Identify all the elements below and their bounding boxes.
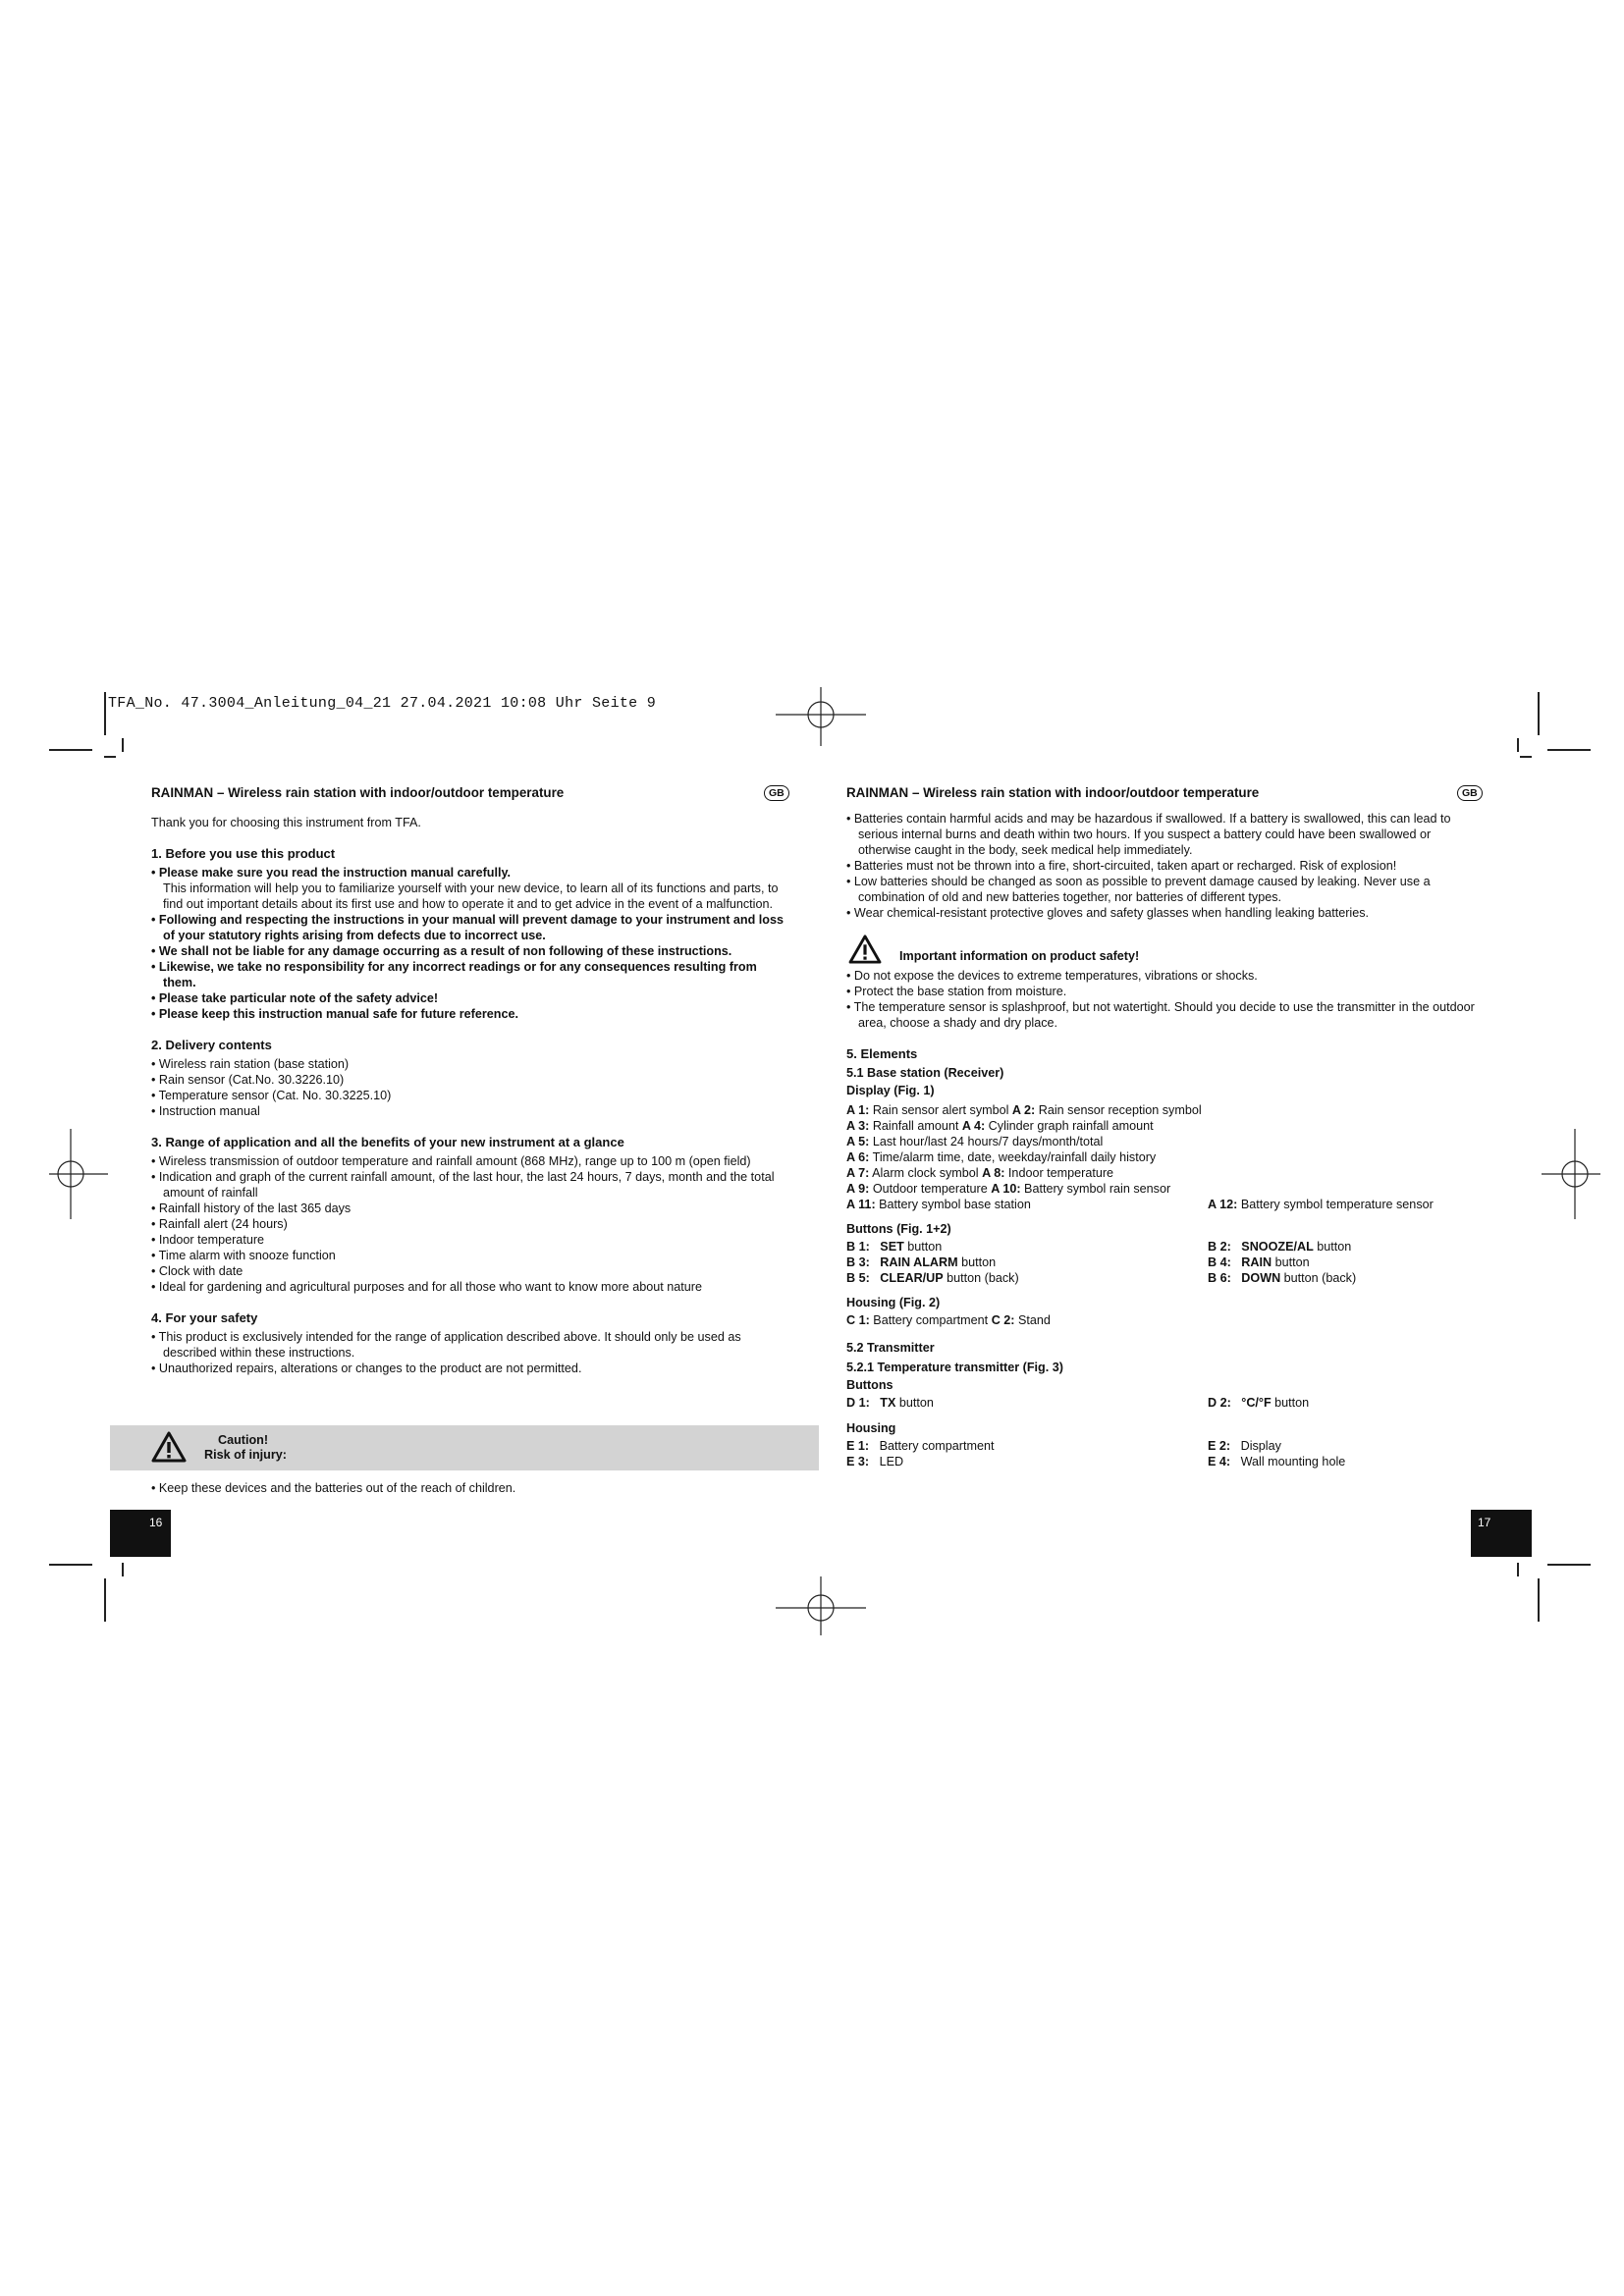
element-line: A 3: Rainfall amount A 4: Cylinder graph rainfall amount: [846, 1119, 1154, 1133]
safety-heading-row: [846, 934, 1487, 963]
crop-mark: [1547, 1564, 1591, 1566]
list-item: • Temperature sensor (Cat. No. 30.3225.10): [151, 1089, 392, 1102]
crop-mark: [49, 749, 92, 751]
list-item: • Please keep this instruction manual safe for future reference.: [151, 1007, 518, 1021]
element-line: A 1: Rain sensor alert symbol A 2: Rain sensor reception symbol: [846, 1103, 1202, 1117]
list-item: • Rain sensor (Cat.No. 30.3226.10): [151, 1073, 345, 1087]
list-item: • Wear chemical-resistant protective gloves and safety glasses when handling leaking batteries.: [846, 906, 1369, 920]
subsection-heading: Housing: [846, 1421, 896, 1435]
list-item: • Indication and graph of the current rainfall amount, of the last hour, the last 24 hours, 7 days, month and the total amount of rainfall: [151, 1170, 775, 1200]
crop-mark: [104, 1578, 106, 1622]
crop-mark: [49, 1564, 92, 1566]
section-heading: 2. Delivery contents: [151, 1038, 272, 1052]
list-item: • Keep these devices and the batteries out of the reach of children.: [151, 1481, 516, 1495]
crop-mark: [1538, 1578, 1540, 1622]
list-item: • Ideal for gardening and agricultural purposes and for all those who want to know more about nature: [151, 1280, 702, 1294]
element-line: A 5: Last hour/last 24 hours/7 days/month/total: [846, 1135, 1104, 1148]
caution-box: [110, 1425, 819, 1470]
registration-mark: [776, 1576, 866, 1635]
crop-mark: [1517, 738, 1519, 752]
list-item: • Following and respecting the instructions in your manual will prevent damage to your instrument and loss of your statutory rights arising from defects due to incorrect use.: [151, 913, 784, 942]
intro-text: Thank you for choosing this instrument from TFA.: [151, 816, 421, 829]
list-item-text: This information will help you to familiarize yourself with your new device, to learn all of its functions and parts, to find out important details about its first use and how to operate it and to get advice in the event of a malfunction.: [163, 881, 779, 911]
element-row: E 1: Battery compartment E 2: Display: [846, 1439, 1281, 1453]
safety-heading: Important information on product safety!: [899, 949, 1140, 963]
registration-mark: [49, 1129, 108, 1219]
section-heading: 5. Elements: [846, 1046, 918, 1061]
list-item: • Time alarm with snooze function: [151, 1249, 336, 1262]
list-item: • The temperature sensor is splashproof, but not watertight. Should you decide to use the transmitter in the outdoor area, choose a shady and dry place.: [846, 1000, 1475, 1030]
list-item: • Rainfall history of the last 365 days: [151, 1201, 352, 1215]
caution-title: Caution!: [218, 1433, 269, 1447]
crop-mark: [104, 756, 116, 758]
section-heading: 1. Before you use this product: [151, 846, 336, 861]
registration-mark: [1542, 1129, 1600, 1219]
element-row: B 1: SET button B 2: SNOOZE/AL button: [846, 1240, 1352, 1254]
list-item: • Low batteries should be changed as soon as possible to prevent damage caused by leaking. Never use a combination of old and new batteries together, nor batteries of different types.: [846, 875, 1431, 904]
page-title: RAINMAN – Wireless rain station with indoor/outdoor temperature: [151, 785, 565, 800]
print-slug: TFA_No. 47.3004_Anleitung_04_21 27.04.2021 10:08 Uhr Seite 9: [108, 695, 657, 712]
element-row: D 1: TX button D 2: °C/°F button: [846, 1396, 1310, 1410]
subsection-heading: Housing (Fig. 2): [846, 1296, 941, 1309]
list-item: • Protect the base station from moisture.: [846, 985, 1067, 998]
element-line: C 1: Battery compartment C 2: Stand: [846, 1313, 1051, 1327]
element-row: E 3: LED E 4: Wall mounting hole: [846, 1455, 1346, 1468]
list-item: • Likewise, we take no responsibility for any incorrect readings or for any consequences resulting from them.: [151, 960, 757, 989]
section-heading: 3. Range of application and all the benefits of your new instrument at a glance: [151, 1135, 624, 1149]
crop-mark: [1520, 756, 1532, 758]
list-item: • Clock with date: [151, 1264, 244, 1278]
language-badge: GB: [764, 785, 789, 801]
crop-mark: [1517, 1563, 1519, 1576]
subsection-heading: Buttons (Fig. 1+2): [846, 1222, 951, 1236]
list-item: • Please make sure you read the instruction manual carefully.: [151, 866, 512, 880]
crop-mark: [104, 692, 106, 735]
element-row: B 5: CLEAR/UP button (back) B 6: DOWN button (back): [846, 1271, 1357, 1285]
element-row: A 11: Battery symbol base station A 12: Battery symbol temperature sensor: [846, 1198, 1434, 1211]
list-item: • Instruction manual: [151, 1104, 260, 1118]
caution-subtitle: Risk of injury:: [204, 1448, 287, 1462]
crop-mark: [1547, 749, 1591, 751]
page-number-box: [110, 1510, 171, 1557]
subsection-heading: Display (Fig. 1): [846, 1084, 935, 1097]
warning-triangle-icon: [151, 1431, 187, 1463]
element-line: A 6: Time/alarm time, date, weekday/rainfall daily history: [846, 1150, 1157, 1164]
warning-triangle-icon: [848, 934, 882, 964]
list-item: • This product is exclusively intended for the range of application described above. It should only be used as described within these instructions.: [151, 1330, 741, 1360]
element-line: A 9: Outdoor temperature A 10: Battery symbol rain sensor: [846, 1182, 1171, 1196]
crop-mark: [122, 1563, 124, 1576]
subsection-heading: 5.1 Base station (Receiver): [846, 1066, 1004, 1080]
list-item: • Do not expose the devices to extreme temperatures, vibrations or shocks.: [846, 969, 1258, 983]
list-item: • We shall not be liable for any damage occurring as a result of non following of these instructions.: [151, 944, 732, 958]
crop-mark: [1538, 692, 1540, 735]
language-badge: GB: [1457, 785, 1483, 801]
list-item: • Please take particular note of the safety advice!: [151, 991, 439, 1005]
registration-mark: [776, 687, 866, 746]
right-page: [846, 785, 1487, 1469]
list-item: • Unauthorized repairs, alterations or changes to the product are not permitted.: [151, 1362, 582, 1375]
page-title: RAINMAN – Wireless rain station with indoor/outdoor temperature: [846, 785, 1260, 800]
element-row: B 3: RAIN ALARM button B 4: RAIN button: [846, 1255, 1310, 1269]
list-item: • Wireless rain station (base station): [151, 1057, 350, 1071]
element-line: A 7: Alarm clock symbol A 8: Indoor temperature: [846, 1166, 1114, 1180]
left-page: [151, 785, 791, 1376]
page-number-box: [1471, 1510, 1532, 1557]
list-item: • Batteries must not be thrown into a fire, short-circuited, taken apart or recharged. Risk of explosion!: [846, 859, 1397, 873]
subsection-heading: 5.2.1 Temperature transmitter (Fig. 3): [846, 1361, 1063, 1374]
list-item: • Rainfall alert (24 hours): [151, 1217, 288, 1231]
list-item: • Indoor temperature: [151, 1233, 265, 1247]
subsection-heading: 5.2 Transmitter: [846, 1341, 935, 1355]
list-item: • Wireless transmission of outdoor temperature and rainfall amount (868 MHz), range up to 100 m (open field): [151, 1154, 751, 1168]
page-number: 16: [149, 1516, 163, 1529]
page-number: 17: [1478, 1516, 1491, 1529]
list-item: • Batteries contain harmful acids and may be hazardous if swallowed. If a battery is swallowed, this can lead to serious internal burns and death within two hours. If you suspect a battery could have been swallowed or otherwise caught in the body, seek medical help immediately.: [846, 812, 1451, 857]
subsection-heading: Buttons: [846, 1378, 893, 1392]
section-heading: 4. For your safety: [151, 1310, 258, 1325]
crop-mark: [122, 738, 124, 752]
